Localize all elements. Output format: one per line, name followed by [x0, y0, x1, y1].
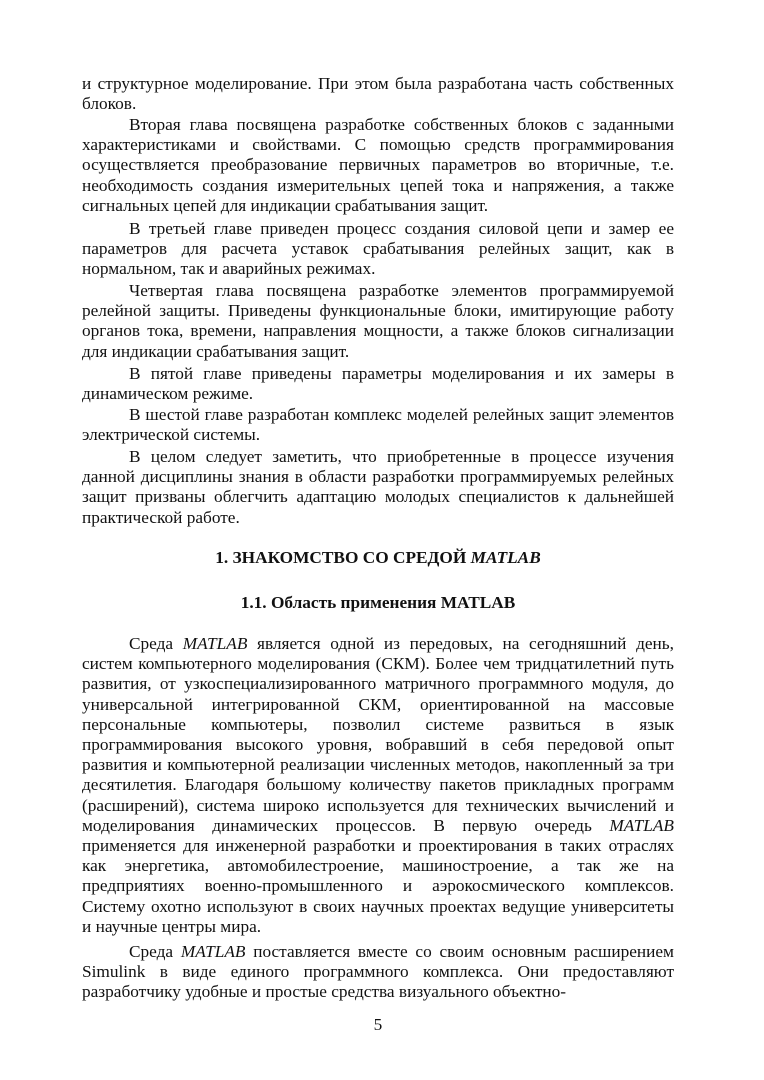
- matlab-term: MATLAB: [609, 815, 674, 835]
- intro-paragraph-5: В пятой главе приведены параметры моделирования и их замеры в динамическом режиме.: [82, 364, 674, 404]
- intro-paragraph-1: и структурное моделирование. При этом была разработана часть собственных блоков.: [82, 74, 674, 114]
- intro-paragraph-7: В целом следует заметить, что приобретенные в процессе изучения данной дисциплины знания в области разработки программируемых релейных защит призваны облегчить адаптацию молодых специалистов к дальнейшей практической работе.: [82, 447, 674, 527]
- section-paragraph-1: [82, 634, 674, 937]
- chapter-heading-matlab: MATLAB: [470, 548, 541, 567]
- section-paragraph-1-text-a: Среда: [129, 634, 183, 653]
- section-paragraph-2-text-b: поставляется вместе со своим основным расширением Simulink в виде единого программного комплекса. Они предоставляют разработчику удобные и простые средства визуального объектно-: [82, 942, 674, 1002]
- section-paragraph-1-text-b: является одной из передовых, на сегодняшний день, систем компьютерного моделирования (СКМ). Более чем тридцатилетний путь развития, от узкоспециализированного матричного программного модуля, до универсальной интегрированной СКМ, ориентированной на массовые персональные компьютеры, позволил системе развиться в язык программирования высокого уровня, вобравший в себя передовой опыт развития и компьютерной реализации численных методов, накопленный за три десятилетия. Благодаря большому количеству пакетов прикладных программ (расширений), система широко используется для технических вычислений и моделирования динамических процессов. В первую очередь: [82, 634, 674, 835]
- section-paragraph-2-text-a: Среда: [129, 942, 181, 961]
- matlab-term: MATLAB: [182, 634, 248, 653]
- section-heading: 1.1. Область применения MATLAB: [240, 593, 516, 612]
- intro-paragraph-4: Четвертая глава посвящена разработке элементов программируемой релейной защиты. Приведены функциональные блоки, имитирующие работу органов тока, времени, направления мощности, а также блоков сигнализации для индикации срабатывания защит.: [82, 281, 674, 361]
- section-paragraph-1-text-c: применяется для инженерной разработки и проектирования в таких отраслях как энергетика, автомобилестроение, машиностроение, а так же на предприятиях военно-промышленного и аэрокосмического комплексов. Систему охотно используют в своих научных проектах ведущие университеты и научные центры мира.: [82, 836, 674, 936]
- intro-paragraph-6: В шестой главе разработан комплекс моделей релейных защит элементов электрической системы.: [82, 405, 674, 445]
- intro-paragraph-3: В третьей главе приведен процесс создания силовой цепи и замер ее параметров для расчета уставок срабатывания релейных защит, как в нормальном, так и аварийных режимах.: [82, 219, 674, 279]
- page-number: 5: [373, 1015, 383, 1034]
- chapter-heading: [82, 548, 674, 568]
- intro-paragraph-2: Вторая глава посвящена разработке собственных блоков с заданными характеристиками и свойствами. С помощью средств программирования осуществляется преобразование первичных параметров во вторичные, т.е. необходимость создания измерительных цепей тока и напряжения, а также сигнальных цепей для индикации срабатывания защит.: [82, 115, 674, 215]
- chapter-heading-text: 1. ЗНАКОМСТВО СО СРЕДОЙ: [215, 548, 471, 567]
- section-paragraph-2: [82, 942, 674, 1003]
- matlab-term: MATLAB: [180, 942, 246, 961]
